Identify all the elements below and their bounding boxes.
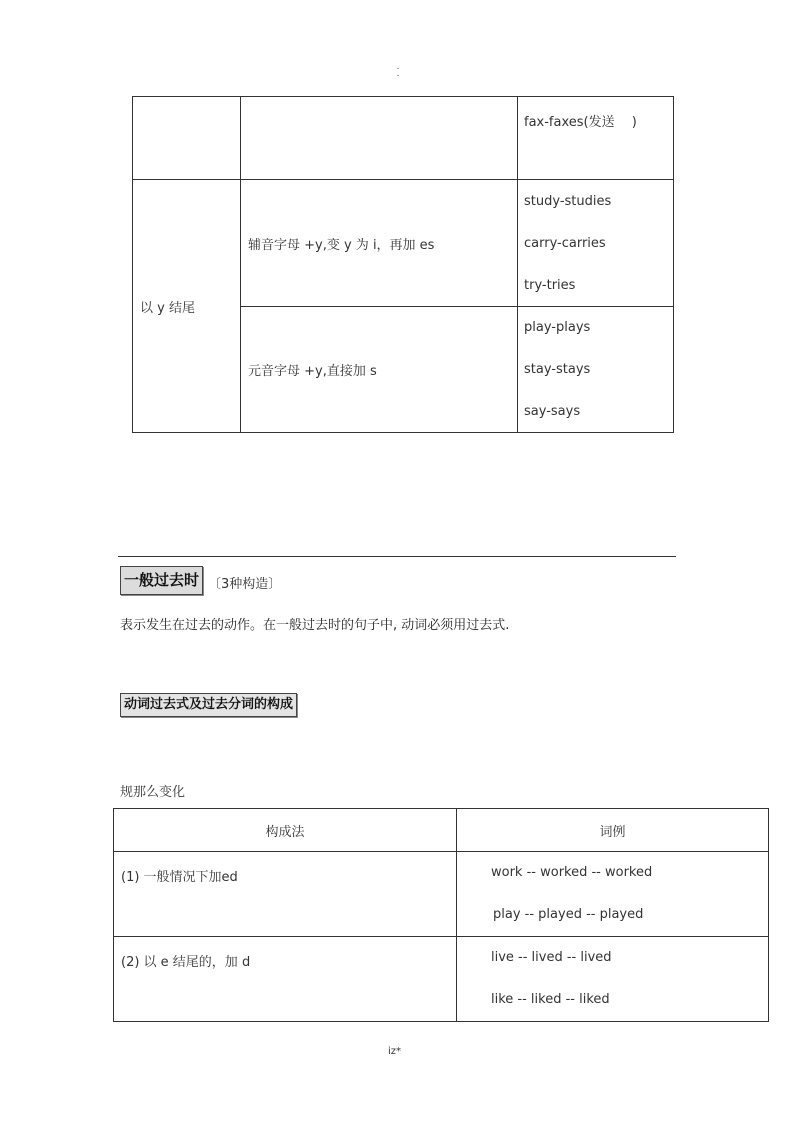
table-row [114,937,769,1022]
section-subtitle: 动词过去式及过去分词的构成 [120,693,297,717]
example-item: like -- liked -- liked [491,992,610,1007]
rule-vowel-y: 元音字母 +y,直接加 s [241,307,518,433]
example-item: play -- played -- played [493,907,644,922]
example-item: study-studies [524,193,612,209]
footer-mark: iz* [388,1046,402,1057]
column-header-method: 构成法 [114,809,457,852]
section-description: 表示发生在过去的动作。在一般过去时的句子中, 动词必须用过去式. [120,618,510,633]
table-cell [241,97,518,180]
rule-consonant-y: 辅音字母 +y,变 y 为 i，再加 es [241,180,518,307]
method-cell: (2) 以 e 结尾的，加 d [114,937,457,1022]
example-item: stay-stays [524,361,591,377]
plural-rules-table [132,96,674,433]
table-row [133,180,674,307]
past-tense-table [113,808,769,1022]
example-cell [518,307,674,433]
example-item: play-plays [524,320,591,336]
example-item: try-tries [524,277,576,293]
regular-label: 规那么变化 [120,785,186,800]
column-header-examples: 词例 [457,809,769,852]
section-divider [118,556,676,557]
group-label: 以 y 结尾 [133,180,241,433]
example-cell [457,937,769,1022]
example-item: carry-carries [524,235,606,251]
example-item: live -- lived -- lived [491,950,612,965]
example-item: say-says [524,403,581,419]
section-title: 一般过去时 [120,566,203,595]
example-cell [518,180,674,307]
example-item: fax-faxes(发送 ) [524,115,637,130]
example-cell [518,97,674,180]
example-item: work -- worked -- worked [491,865,653,880]
section-title-note: 〔3种构造〕 [208,577,282,592]
method-cell: (1) 一般情况下加ed [114,852,457,937]
table-row [133,97,674,180]
header-mark: . . [396,62,400,79]
table-cell [133,97,241,180]
